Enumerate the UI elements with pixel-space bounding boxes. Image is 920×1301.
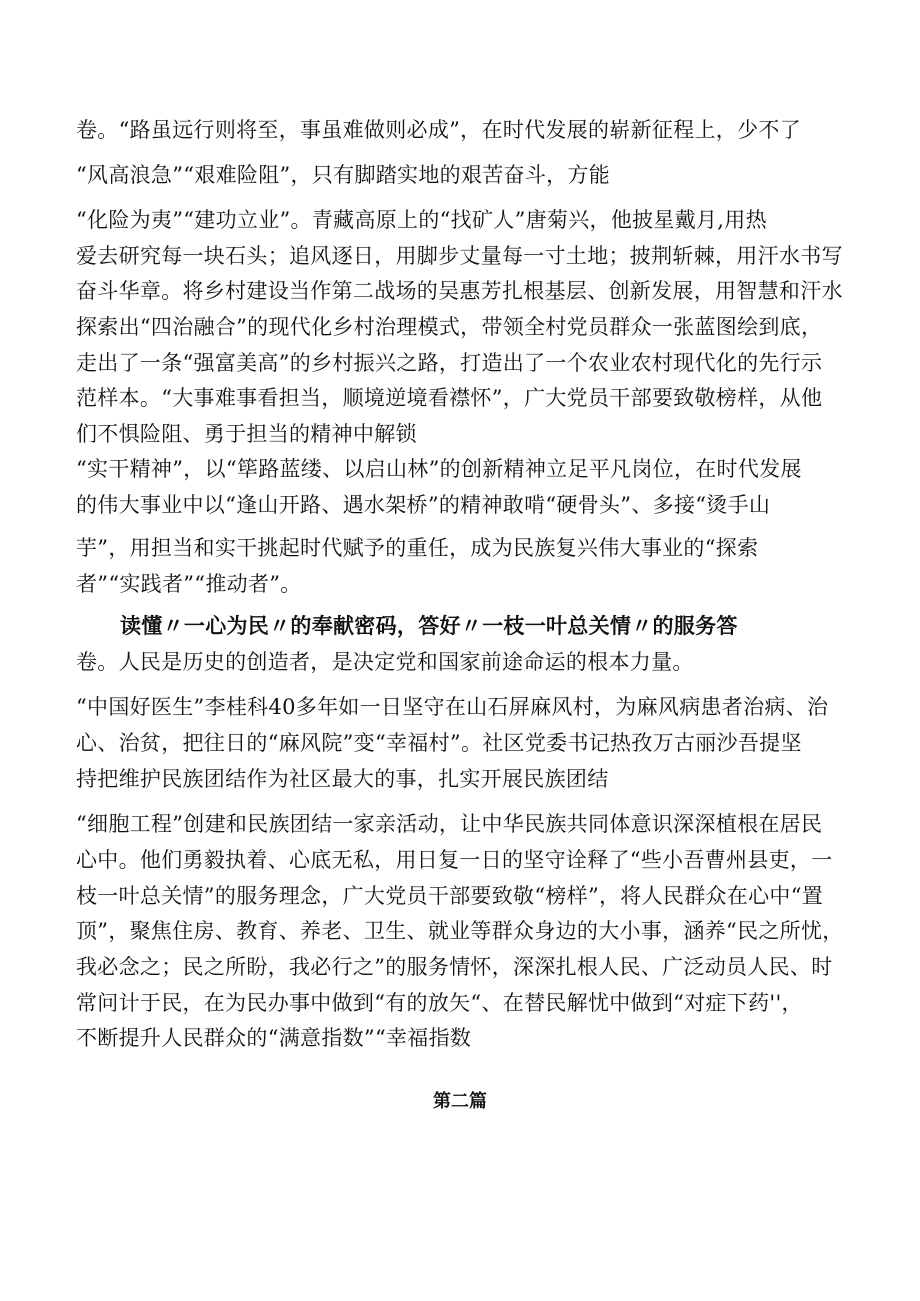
text-line-19: “细胞工程”创建和民族团结一家亲活动，让中华民族共同体意识深深植根在居民 [76, 812, 823, 836]
text-line-24: 常问计于民，在为民办事中做到“有的放矢“、在替民解忧中做到“对症下药''， [76, 991, 803, 1015]
text-line-22: 顶”，聚焦住房、教育、养老、卫生、就业等群众身边的大小事，涵养“民之所忧， [76, 919, 844, 943]
text-line-5: 奋斗华章。将乡村建设当作第二战场的吴惠芳扎根基层、创新发展，用智慧和汗水 [76, 279, 843, 303]
text-line-15: 卷。人民是历史的创造者，是决定党和国家前途命运的根本力量。 [76, 650, 694, 674]
text-line-6: 探索出“四治融合”的现代化乡村治理模式，带领全村党员群众一张蓝图绘到底， [76, 315, 823, 339]
section-heading: 第二篇 [433, 1091, 487, 1112]
text-line-11: 的伟大事业中以“逢山开路、遇水架桥”的精神敢啃“硬骨头”、多接“烫手山 [76, 493, 771, 517]
text-line-12: 芋”，用担当和实干挑起时代赋予的重任，成为民族复兴伟大事业的“探索 [76, 536, 759, 560]
text-line-8: 范样本。“大事难事看担当，顺境逆境看襟怀”，广大党员干部要致敬榜样，从他 [76, 386, 823, 410]
text-line-20: 心中。他们勇毅执着、心底无私，用日复一日的坚守诠释了“些小吾曹州县吏，一 [76, 848, 833, 872]
text-line-9: 们不惧险阻、勇于担当的精神中解锁 [76, 422, 417, 446]
paragraph-heading: 读懂〃一心为民〃的奉献密码，答好〃一枝一叶总关情〃的服务答 [120, 613, 738, 638]
text-line-4: 爱去研究每一块石头；追风逐日，用脚步丈量每一寸土地；披荆斩棘，用汗水书写 [76, 244, 843, 268]
text-line-25: 不断提升人民群众的“满意指数”“幸福指数 [76, 1026, 472, 1050]
text-line-2: “风高浪急”“艰难险阻”，只有脚踏实地的艰苦奋斗，方能 [76, 163, 611, 187]
text-line-17: 心、治贫，把往日的“麻风院”变“幸福村”。社区党委书记热孜万古丽沙吾提坚 [76, 731, 802, 755]
text-line-13: 者”“实践者”“推动者”。 [76, 572, 302, 596]
text-line-7: 走出了一条“强富美高”的乡村振兴之路，打造出了一个农业农村现代化的先行示 [76, 351, 823, 375]
text-line-21: 枝一叶总关情”的服务理念，广大党员干部要致敬“榜样”，将人民群众在心中“置 [76, 884, 824, 908]
text-line-16: “中国好医生”李桂科40多年如一日坚守在山石屏麻风村，为麻风病患者治病、治 [76, 695, 829, 719]
text-line-10: “实干精神”，以“筚路蓝缕、以启山林”的创新精神立足平凡岗位，在时代发展 [76, 457, 802, 481]
text-line-23: 我必念之；民之所盼，我必行之”的服务情怀，深深扎根人民、广泛动员人民、时 [76, 955, 833, 979]
text-line-1: 卷。“路虽远行则将至，事虽难做则必成”，在时代发展的崭新征程上，少不了 [76, 118, 801, 142]
text-line-3: “化险为夷”“建功立业”。青藏高原上的“找矿人”唐菊兴，他披星戴月,用热 [76, 208, 767, 232]
text-line-18: 持把维护民族团结作为社区最大的事，扎实开展民族团结 [76, 767, 609, 791]
